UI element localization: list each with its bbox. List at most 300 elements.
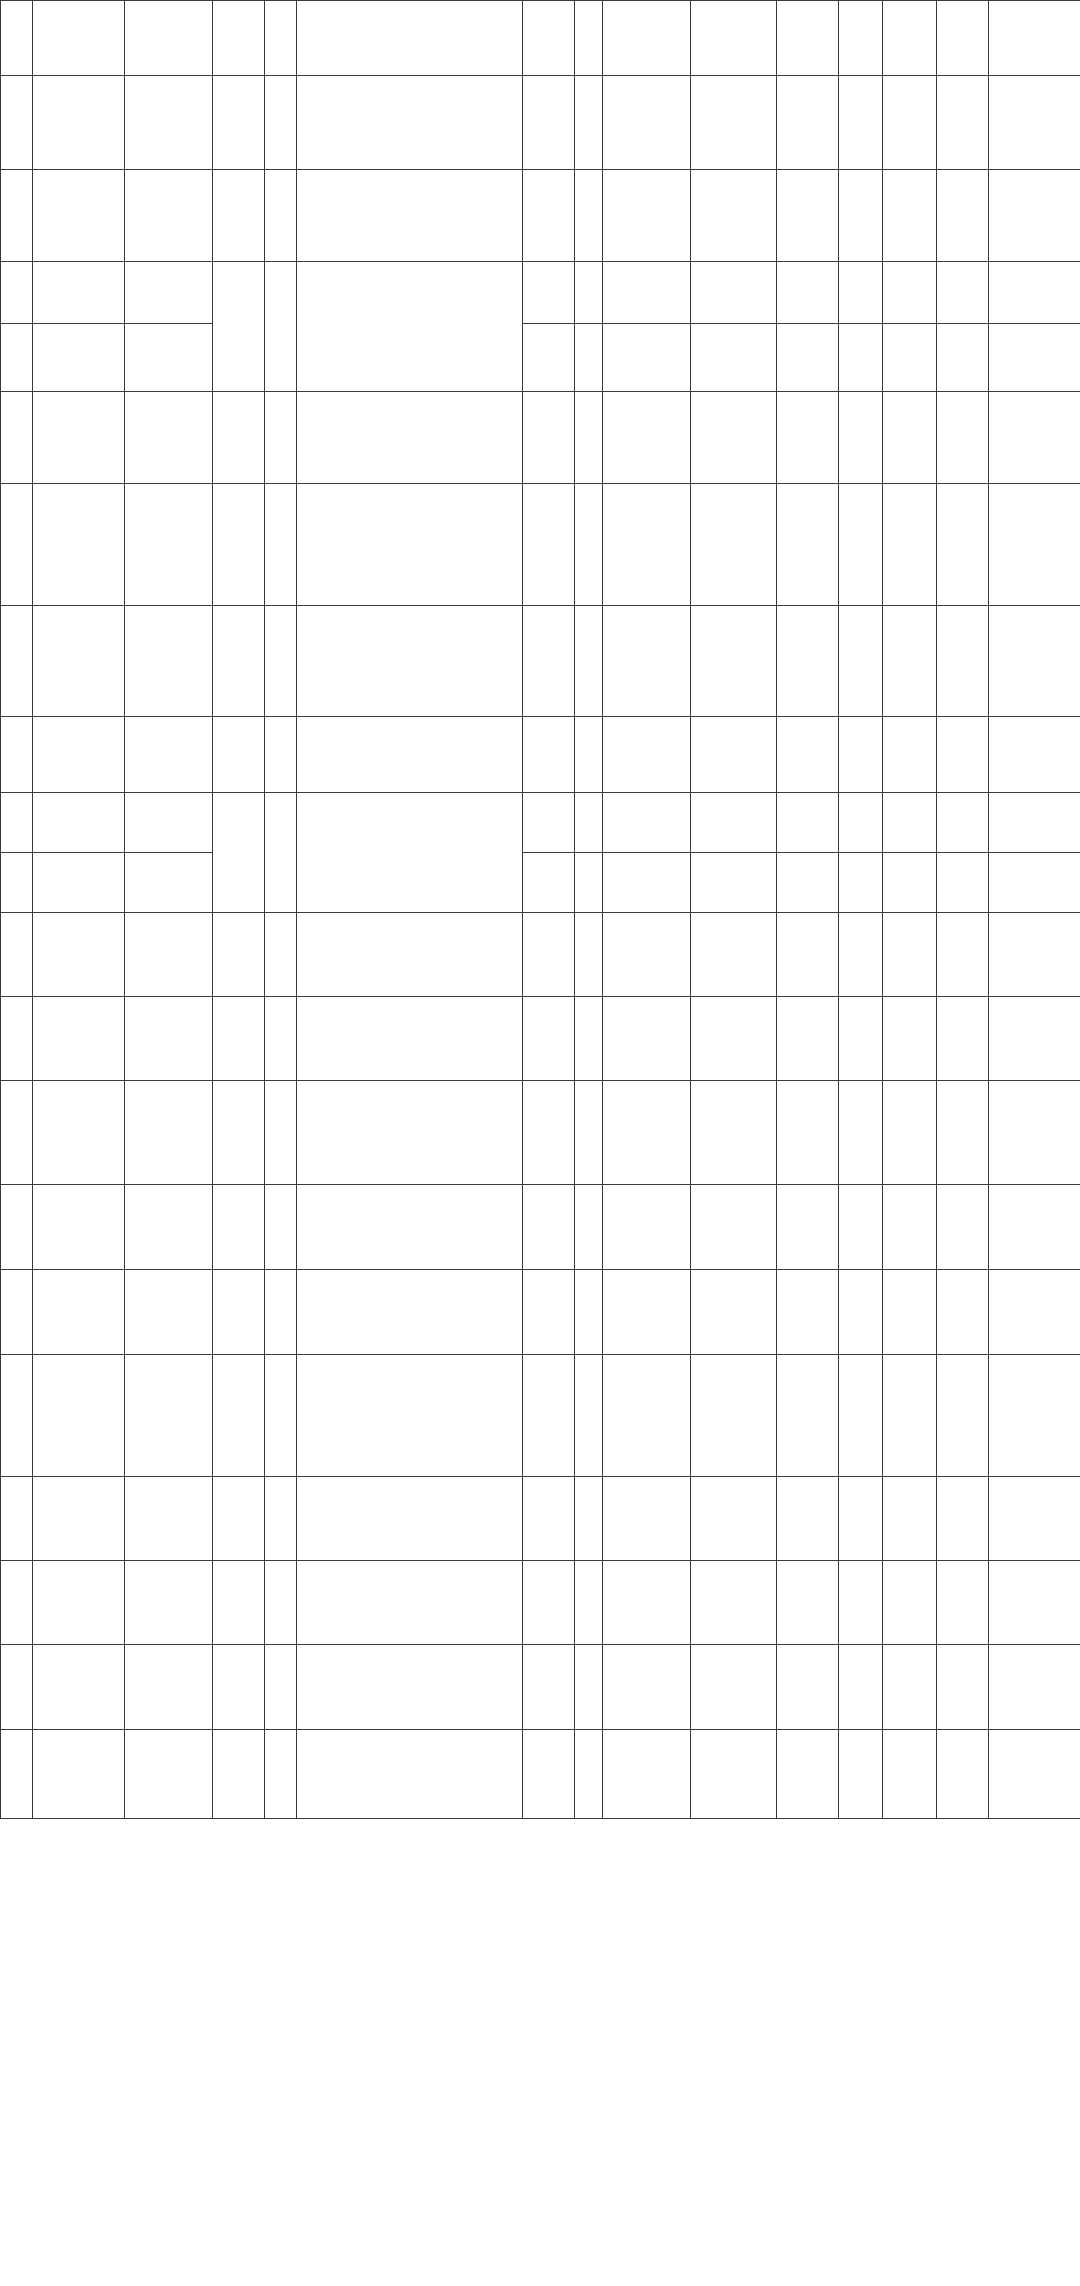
gender-cell bbox=[575, 606, 603, 717]
score-cell bbox=[937, 1477, 989, 1561]
education-cell bbox=[839, 997, 883, 1081]
post-cell bbox=[213, 1081, 265, 1185]
table-row bbox=[1, 913, 1080, 997]
unit-cell bbox=[125, 606, 213, 717]
name-cell bbox=[523, 392, 575, 484]
post-cell bbox=[213, 606, 265, 717]
education-cell bbox=[839, 1, 883, 76]
major-cell bbox=[777, 1185, 839, 1270]
birth-date-cell bbox=[603, 324, 691, 392]
birth-date-cell bbox=[603, 606, 691, 717]
post-cell bbox=[213, 1185, 265, 1270]
department-cell bbox=[33, 1185, 125, 1270]
post-cell bbox=[213, 1270, 265, 1355]
post-cell bbox=[213, 1645, 265, 1730]
school-cell bbox=[691, 1081, 777, 1185]
plan-count-cell bbox=[265, 793, 297, 913]
requirements-cell bbox=[297, 1270, 523, 1355]
score-cell bbox=[937, 324, 989, 392]
row-number-cell bbox=[1, 324, 33, 392]
table-row bbox=[1, 606, 1080, 717]
score-cell bbox=[937, 717, 989, 793]
unit-cell bbox=[125, 324, 213, 392]
gender-cell bbox=[575, 717, 603, 793]
table-row bbox=[1, 717, 1080, 793]
requirements-cell bbox=[297, 793, 523, 913]
gender-cell bbox=[575, 324, 603, 392]
education-cell bbox=[839, 793, 883, 853]
gender-cell bbox=[575, 1645, 603, 1730]
school-cell bbox=[691, 1730, 777, 1819]
unit-cell bbox=[125, 170, 213, 262]
education-cell bbox=[839, 853, 883, 913]
name-cell bbox=[523, 1355, 575, 1477]
gender-cell bbox=[575, 913, 603, 997]
name-cell bbox=[523, 793, 575, 853]
score-cell bbox=[937, 913, 989, 997]
major-cell bbox=[777, 606, 839, 717]
score-cell bbox=[937, 1081, 989, 1185]
gender-cell bbox=[575, 1, 603, 76]
department-cell bbox=[33, 76, 125, 170]
department-cell bbox=[33, 170, 125, 262]
name-cell bbox=[523, 853, 575, 913]
name-cell bbox=[523, 324, 575, 392]
rank-cell bbox=[989, 76, 1080, 170]
school-cell bbox=[691, 170, 777, 262]
post-cell bbox=[213, 717, 265, 793]
rank-cell bbox=[989, 606, 1080, 717]
major-cell bbox=[777, 1645, 839, 1730]
score-cell bbox=[937, 1185, 989, 1270]
table-row bbox=[1, 997, 1080, 1081]
name-cell bbox=[523, 170, 575, 262]
row-number-cell bbox=[1, 170, 33, 262]
plan-count-cell bbox=[265, 1355, 297, 1477]
rank-cell bbox=[989, 1477, 1080, 1561]
requirements-cell bbox=[297, 392, 523, 484]
post-cell bbox=[213, 1, 265, 76]
row-number-cell bbox=[1, 1561, 33, 1645]
table-row bbox=[1, 1730, 1080, 1819]
rank-cell bbox=[989, 262, 1080, 324]
education-cell bbox=[839, 913, 883, 997]
school-cell bbox=[691, 484, 777, 606]
school-cell bbox=[691, 1561, 777, 1645]
school-cell bbox=[691, 793, 777, 853]
school-cell bbox=[691, 717, 777, 793]
post-cell bbox=[213, 484, 265, 606]
major-cell bbox=[777, 913, 839, 997]
degree-cell bbox=[883, 1477, 937, 1561]
table-row bbox=[1, 1, 1080, 76]
rank-cell bbox=[989, 1270, 1080, 1355]
plan-count-cell bbox=[265, 1185, 297, 1270]
plan-count-cell bbox=[265, 76, 297, 170]
row-number-cell bbox=[1, 606, 33, 717]
degree-cell bbox=[883, 392, 937, 484]
department-cell bbox=[33, 1645, 125, 1730]
department-cell bbox=[33, 1477, 125, 1561]
unit-cell bbox=[125, 1081, 213, 1185]
table-row bbox=[1, 853, 1080, 913]
requirements-cell bbox=[297, 484, 523, 606]
major-cell bbox=[777, 1477, 839, 1561]
birth-date-cell bbox=[603, 1355, 691, 1477]
degree-cell bbox=[883, 262, 937, 324]
table-row bbox=[1, 392, 1080, 484]
degree-cell bbox=[883, 793, 937, 853]
education-cell bbox=[839, 170, 883, 262]
score-cell bbox=[937, 170, 989, 262]
unit-cell bbox=[125, 1355, 213, 1477]
name-cell bbox=[523, 1477, 575, 1561]
degree-cell bbox=[883, 913, 937, 997]
row-number-cell bbox=[1, 1730, 33, 1819]
unit-cell bbox=[125, 1477, 213, 1561]
row-number-cell bbox=[1, 717, 33, 793]
major-cell bbox=[777, 392, 839, 484]
row-number-cell bbox=[1, 392, 33, 484]
score-cell bbox=[937, 606, 989, 717]
post-cell bbox=[213, 392, 265, 484]
table-row bbox=[1, 262, 1080, 324]
birth-date-cell bbox=[603, 793, 691, 853]
school-cell bbox=[691, 606, 777, 717]
plan-count-cell bbox=[265, 484, 297, 606]
post-cell bbox=[213, 1730, 265, 1819]
education-cell bbox=[839, 1730, 883, 1819]
plan-count-cell bbox=[265, 1645, 297, 1730]
unit-cell bbox=[125, 1561, 213, 1645]
department-cell bbox=[33, 1270, 125, 1355]
score-cell bbox=[937, 997, 989, 1081]
requirements-cell bbox=[297, 913, 523, 997]
row-number-cell bbox=[1, 1645, 33, 1730]
education-cell bbox=[839, 262, 883, 324]
birth-date-cell bbox=[603, 1477, 691, 1561]
school-cell bbox=[691, 853, 777, 913]
degree-cell bbox=[883, 1185, 937, 1270]
row-number-cell bbox=[1, 853, 33, 913]
unit-cell bbox=[125, 793, 213, 853]
unit-cell bbox=[125, 717, 213, 793]
rank-cell bbox=[989, 1355, 1080, 1477]
post-cell bbox=[213, 1561, 265, 1645]
requirements-cell bbox=[297, 1, 523, 76]
name-cell bbox=[523, 1, 575, 76]
school-cell bbox=[691, 1355, 777, 1477]
rank-cell bbox=[989, 1561, 1080, 1645]
unit-cell bbox=[125, 392, 213, 484]
degree-cell bbox=[883, 1270, 937, 1355]
rank-cell bbox=[989, 170, 1080, 262]
name-cell bbox=[523, 484, 575, 606]
birth-date-cell bbox=[603, 717, 691, 793]
plan-count-cell bbox=[265, 1, 297, 76]
education-cell bbox=[839, 1081, 883, 1185]
name-cell bbox=[523, 1561, 575, 1645]
school-cell bbox=[691, 1477, 777, 1561]
major-cell bbox=[777, 324, 839, 392]
gender-cell bbox=[575, 76, 603, 170]
plan-count-cell bbox=[265, 1730, 297, 1819]
table-row bbox=[1, 1645, 1080, 1730]
rank-cell bbox=[989, 997, 1080, 1081]
degree-cell bbox=[883, 76, 937, 170]
department-cell bbox=[33, 1730, 125, 1819]
major-cell bbox=[777, 76, 839, 170]
gender-cell bbox=[575, 853, 603, 913]
table-row bbox=[1, 1185, 1080, 1270]
birth-date-cell bbox=[603, 392, 691, 484]
score-cell bbox=[937, 262, 989, 324]
score-cell bbox=[937, 1355, 989, 1477]
requirements-cell bbox=[297, 1730, 523, 1819]
unit-cell bbox=[125, 853, 213, 913]
school-cell bbox=[691, 913, 777, 997]
degree-cell bbox=[883, 997, 937, 1081]
major-cell bbox=[777, 1, 839, 76]
birth-date-cell bbox=[603, 1081, 691, 1185]
requirements-cell bbox=[297, 606, 523, 717]
plan-count-cell bbox=[265, 913, 297, 997]
table-row bbox=[1, 1561, 1080, 1645]
rank-cell bbox=[989, 1081, 1080, 1185]
department-cell bbox=[33, 324, 125, 392]
education-cell bbox=[839, 1561, 883, 1645]
post-cell bbox=[213, 997, 265, 1081]
row-number-cell bbox=[1, 1081, 33, 1185]
rank-cell bbox=[989, 392, 1080, 484]
name-cell bbox=[523, 1730, 575, 1819]
rank-cell bbox=[989, 1185, 1080, 1270]
gender-cell bbox=[575, 1081, 603, 1185]
plan-count-cell bbox=[265, 606, 297, 717]
row-number-cell bbox=[1, 1, 33, 76]
requirements-cell bbox=[297, 1561, 523, 1645]
department-cell bbox=[33, 853, 125, 913]
rank-cell bbox=[989, 793, 1080, 853]
school-cell bbox=[691, 1185, 777, 1270]
unit-cell bbox=[125, 1185, 213, 1270]
gender-cell bbox=[575, 997, 603, 1081]
degree-cell bbox=[883, 606, 937, 717]
birth-date-cell bbox=[603, 1645, 691, 1730]
major-cell bbox=[777, 1270, 839, 1355]
degree-cell bbox=[883, 1645, 937, 1730]
department-cell bbox=[33, 606, 125, 717]
birth-date-cell bbox=[603, 170, 691, 262]
requirements-cell bbox=[297, 1355, 523, 1477]
birth-date-cell bbox=[603, 1730, 691, 1819]
gender-cell bbox=[575, 484, 603, 606]
post-cell bbox=[213, 1355, 265, 1477]
plan-count-cell bbox=[265, 1081, 297, 1185]
table-row bbox=[1, 793, 1080, 853]
row-number-cell bbox=[1, 793, 33, 853]
school-cell bbox=[691, 324, 777, 392]
major-cell bbox=[777, 1355, 839, 1477]
rank-cell bbox=[989, 324, 1080, 392]
unit-cell bbox=[125, 1270, 213, 1355]
degree-cell bbox=[883, 1355, 937, 1477]
degree-cell bbox=[883, 1561, 937, 1645]
plan-count-cell bbox=[265, 170, 297, 262]
plan-count-cell bbox=[265, 392, 297, 484]
gender-cell bbox=[575, 1270, 603, 1355]
score-cell bbox=[937, 793, 989, 853]
requirements-cell bbox=[297, 717, 523, 793]
rank-cell bbox=[989, 717, 1080, 793]
birth-date-cell bbox=[603, 484, 691, 606]
table-row bbox=[1, 1355, 1080, 1477]
gender-cell bbox=[575, 392, 603, 484]
rank-cell bbox=[989, 1645, 1080, 1730]
department-cell bbox=[33, 913, 125, 997]
name-cell bbox=[523, 1185, 575, 1270]
birth-date-cell bbox=[603, 1561, 691, 1645]
table-body bbox=[1, 1, 1080, 1819]
row-number-cell bbox=[1, 1270, 33, 1355]
score-cell bbox=[937, 1730, 989, 1819]
birth-date-cell bbox=[603, 1, 691, 76]
post-cell bbox=[213, 262, 265, 392]
education-cell bbox=[839, 76, 883, 170]
department-cell bbox=[33, 392, 125, 484]
table-row bbox=[1, 324, 1080, 392]
education-cell bbox=[839, 392, 883, 484]
unit-cell bbox=[125, 262, 213, 324]
rank-cell bbox=[989, 484, 1080, 606]
department-cell bbox=[33, 1081, 125, 1185]
gender-cell bbox=[575, 1730, 603, 1819]
plan-count-cell bbox=[265, 1270, 297, 1355]
degree-cell bbox=[883, 324, 937, 392]
score-cell bbox=[937, 392, 989, 484]
education-cell bbox=[839, 1477, 883, 1561]
post-cell bbox=[213, 1477, 265, 1561]
birth-date-cell bbox=[603, 262, 691, 324]
major-cell bbox=[777, 1730, 839, 1819]
plan-count-cell bbox=[265, 717, 297, 793]
education-cell bbox=[839, 1645, 883, 1730]
row-number-cell bbox=[1, 484, 33, 606]
gender-cell bbox=[575, 1477, 603, 1561]
gender-cell bbox=[575, 262, 603, 324]
education-cell bbox=[839, 717, 883, 793]
score-cell bbox=[937, 853, 989, 913]
major-cell bbox=[777, 1561, 839, 1645]
degree-cell bbox=[883, 853, 937, 913]
requirements-cell bbox=[297, 1645, 523, 1730]
row-number-cell bbox=[1, 997, 33, 1081]
plan-count-cell bbox=[265, 997, 297, 1081]
gender-cell bbox=[575, 1185, 603, 1270]
requirements-cell bbox=[297, 1477, 523, 1561]
score-cell bbox=[937, 1270, 989, 1355]
major-cell bbox=[777, 853, 839, 913]
plan-count-cell bbox=[265, 1477, 297, 1561]
department-cell bbox=[33, 717, 125, 793]
birth-date-cell bbox=[603, 1185, 691, 1270]
school-cell bbox=[691, 392, 777, 484]
requirements-cell bbox=[297, 76, 523, 170]
major-cell bbox=[777, 170, 839, 262]
degree-cell bbox=[883, 170, 937, 262]
education-cell bbox=[839, 1355, 883, 1477]
name-cell bbox=[523, 997, 575, 1081]
education-cell bbox=[839, 1185, 883, 1270]
name-cell bbox=[523, 262, 575, 324]
major-cell bbox=[777, 1081, 839, 1185]
school-cell bbox=[691, 1270, 777, 1355]
department-cell bbox=[33, 997, 125, 1081]
post-cell bbox=[213, 913, 265, 997]
plan-count-cell bbox=[265, 262, 297, 392]
plan-count-cell bbox=[265, 1561, 297, 1645]
row-number-cell bbox=[1, 262, 33, 324]
gender-cell bbox=[575, 1355, 603, 1477]
table-row bbox=[1, 484, 1080, 606]
post-cell bbox=[213, 170, 265, 262]
school-cell bbox=[691, 76, 777, 170]
post-cell bbox=[213, 793, 265, 913]
unit-cell bbox=[125, 997, 213, 1081]
birth-date-cell bbox=[603, 76, 691, 170]
name-cell bbox=[523, 1270, 575, 1355]
birth-date-cell bbox=[603, 1270, 691, 1355]
requirements-cell bbox=[297, 1185, 523, 1270]
unit-cell bbox=[125, 1645, 213, 1730]
department-cell bbox=[33, 1355, 125, 1477]
requirements-cell bbox=[297, 1081, 523, 1185]
rank-cell bbox=[989, 853, 1080, 913]
score-cell bbox=[937, 1561, 989, 1645]
name-cell bbox=[523, 1081, 575, 1185]
school-cell bbox=[691, 262, 777, 324]
school-cell bbox=[691, 1645, 777, 1730]
department-cell bbox=[33, 793, 125, 853]
gender-cell bbox=[575, 170, 603, 262]
score-cell bbox=[937, 1, 989, 76]
score-cell bbox=[937, 76, 989, 170]
gender-cell bbox=[575, 1561, 603, 1645]
row-number-cell bbox=[1, 913, 33, 997]
unit-cell bbox=[125, 1730, 213, 1819]
table-row bbox=[1, 1081, 1080, 1185]
unit-cell bbox=[125, 484, 213, 606]
degree-cell bbox=[883, 1081, 937, 1185]
major-cell bbox=[777, 793, 839, 853]
table-row bbox=[1, 1270, 1080, 1355]
school-cell bbox=[691, 1, 777, 76]
department-cell bbox=[33, 1, 125, 76]
birth-date-cell bbox=[603, 997, 691, 1081]
education-cell bbox=[839, 1270, 883, 1355]
department-cell bbox=[33, 262, 125, 324]
unit-cell bbox=[125, 76, 213, 170]
row-number-cell bbox=[1, 76, 33, 170]
degree-cell bbox=[883, 1, 937, 76]
degree-cell bbox=[883, 1730, 937, 1819]
department-cell bbox=[33, 1561, 125, 1645]
rank-cell bbox=[989, 1730, 1080, 1819]
education-cell bbox=[839, 606, 883, 717]
post-cell bbox=[213, 76, 265, 170]
unit-cell bbox=[125, 913, 213, 997]
birth-date-cell bbox=[603, 913, 691, 997]
